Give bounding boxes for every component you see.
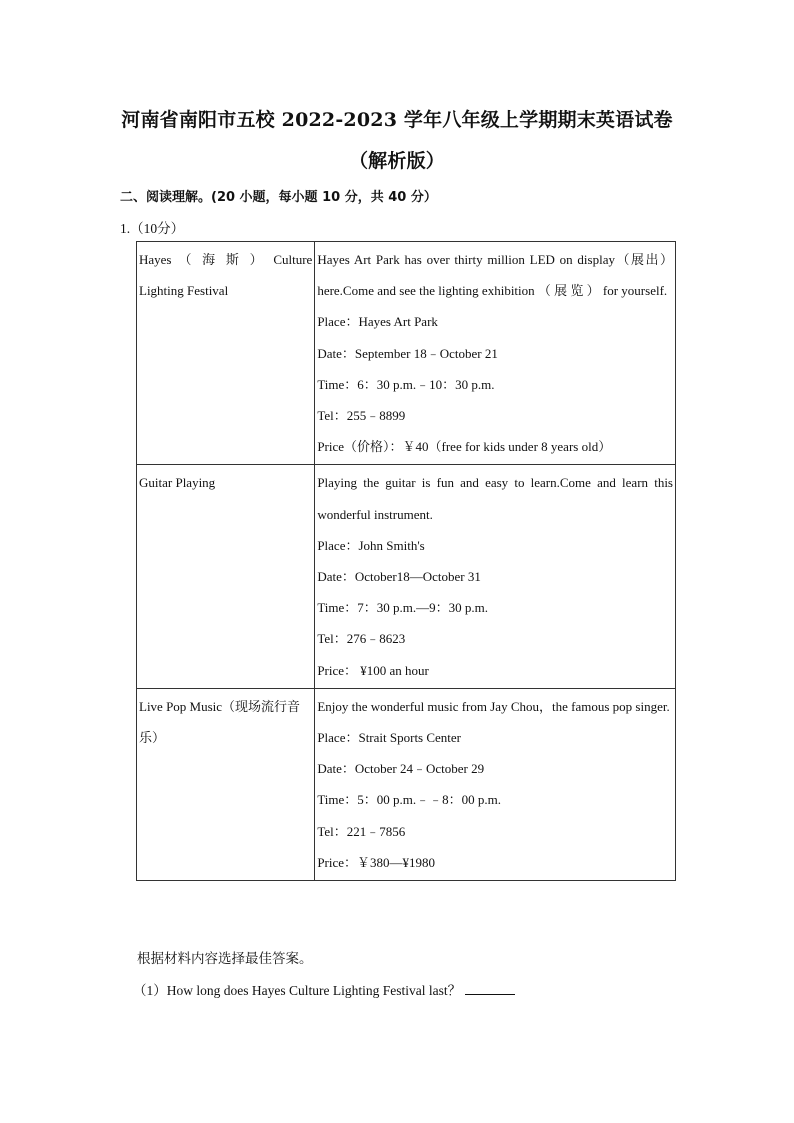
event-time: Time：7：30 p.m.—9：30 p.m.	[317, 600, 489, 616]
event-tel: Tel：255﹣8899	[317, 408, 406, 424]
event-tel: Tel：221﹣7856	[317, 823, 406, 839]
question-text: （1）How long does Hayes Culture Lighting Festival last？	[133, 983, 462, 998]
event-name: Live Pop Music（现场流行音乐）	[137, 688, 315, 880]
event-details	[315, 242, 676, 465]
event-place: Place：Hayes Art Park	[317, 314, 438, 330]
table-row	[137, 465, 676, 688]
answer-blank[interactable]	[465, 982, 515, 995]
event-details	[315, 688, 676, 880]
event-place: Place：John Smith's	[317, 537, 425, 553]
event-description: Enjoy the wonderful music from Jay Chou，the famous pop singer.	[317, 698, 670, 714]
section-heading: 二、阅读理解。(20 小题，每小题 10 分，共 40 分）	[120, 190, 437, 205]
event-price: Price：￥380—¥1980	[317, 854, 436, 870]
event-place: Place：Strait Sports Center	[317, 730, 462, 746]
event-date: Date：September 18﹣October 21	[317, 345, 498, 361]
page-subtitle: （解析版）	[348, 150, 445, 172]
table-row	[137, 242, 676, 465]
instruction-text: 根据材料内容选择最佳答案。	[137, 951, 313, 966]
table-row	[137, 688, 676, 880]
event-date: Date：October 24﹣October 29	[317, 761, 485, 777]
question-item	[133, 979, 515, 999]
event-date: Date：October18—October 31	[317, 569, 481, 585]
event-description: Hayes Art Park has over thirty million LED on display（展出）here.Come and see the lighting exhibition （ 展 览 ） for yourself.	[317, 252, 673, 299]
event-details	[315, 465, 676, 688]
event-time: Time：6：30 p.m.﹣10：30 p.m.	[317, 376, 495, 392]
page-title: 河南省南阳市五校 2022-2023 学年八年级上学期期末英语试卷	[121, 109, 673, 131]
event-name: Guitar Playing	[137, 465, 315, 688]
event-name: Hayes （ 海 斯 ） Culture Lighting Festival	[137, 242, 315, 465]
event-price: Price（价格）：￥40（free for kids under 8 years old）	[317, 439, 612, 455]
event-price: Price： ¥100 an hour	[317, 662, 429, 678]
event-time: Time：5：00 p.m.﹣﹣8：00 p.m.	[317, 792, 502, 808]
event-tel: Tel：276﹣8623	[317, 631, 406, 647]
question-number: 1.（10分）	[120, 221, 185, 236]
event-description: Playing the guitar is fun and easy to learn.Come and learn this wonderful instrument.	[317, 475, 673, 522]
events-table	[136, 241, 676, 881]
